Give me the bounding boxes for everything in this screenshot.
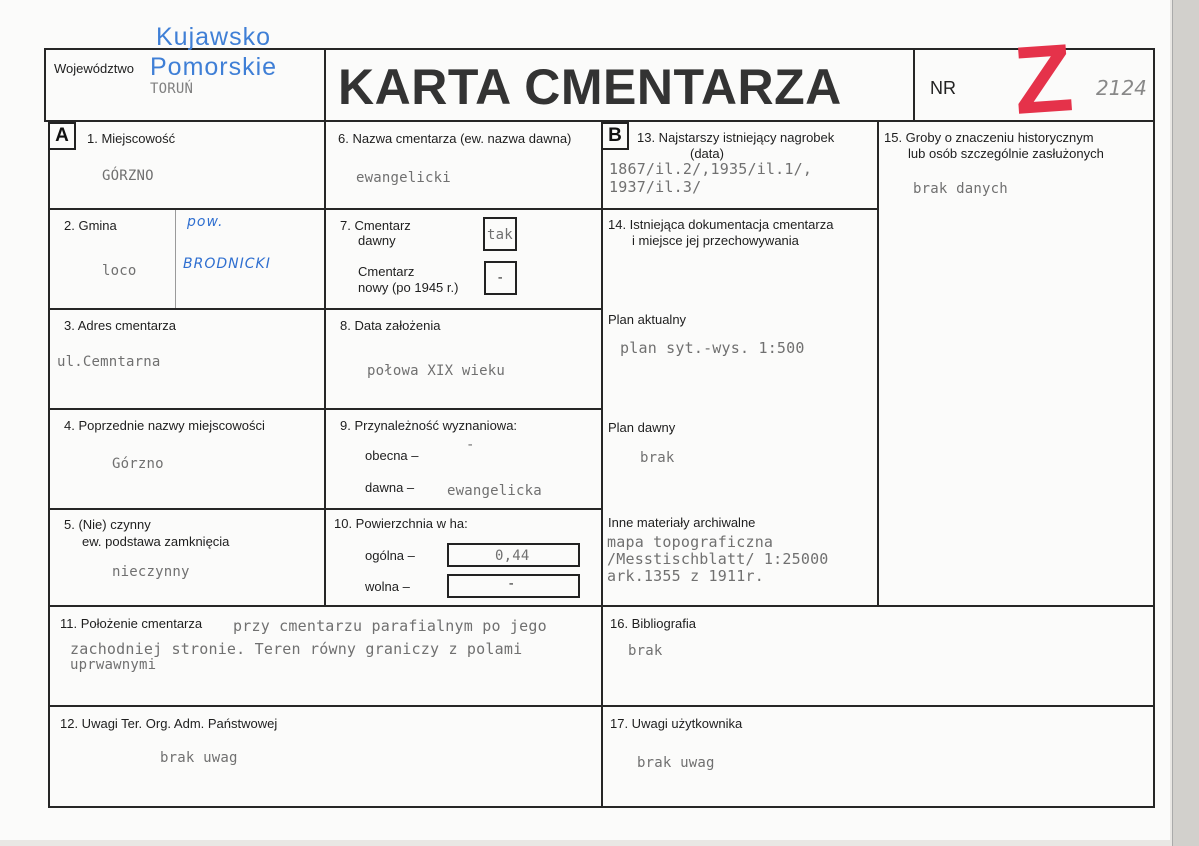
field-7-dawny-label-1: 7. Cmentarz (340, 218, 411, 233)
nr-label: NR (930, 78, 956, 98)
field-16-label: 16. Bibliografia (610, 616, 696, 631)
plan-dawny-value: brak (640, 450, 675, 466)
page-title: KARTA CMENTARZA (338, 59, 842, 115)
field-12-value: brak uwag (160, 750, 238, 766)
col-divider-a (324, 120, 326, 606)
nr-number: 2124 (1096, 76, 1147, 100)
powiat-value: BRODNICKI (183, 256, 271, 272)
plan-aktualny-label: Plan aktualny (608, 312, 687, 327)
field-14-label-1: 14. Istniejąca dokumentacja cmentarza (608, 217, 834, 232)
gmina-divider (175, 208, 176, 308)
field-15-label-1: 15. Groby o znaczeniu historycznym (884, 130, 1094, 145)
field-15-label-2: lub osób szczególnie zasłużonych (908, 146, 1104, 161)
field-11-value-2: zachodniej stronie. Teren równy graniczy z polami (70, 640, 523, 658)
section-a-marker: A (48, 122, 76, 150)
field-5-value: nieczynny (112, 564, 190, 580)
header-divider-1 (324, 48, 326, 122)
field-4-label: 4. Poprzednie nazwy miejscowości (64, 418, 265, 433)
powiat-label: pow. (187, 214, 224, 230)
stamp-line-1: Kujawsko (156, 23, 271, 51)
field-9-obecna-value: - (466, 437, 475, 453)
field-6-label: 6. Nazwa cmentarza (ew. nazwa dawna) (338, 131, 572, 146)
inne-materialy-value-3: ark.1355 z 1911r. (607, 567, 764, 585)
field-5-label-2: ew. podstawa zamknięcia (82, 534, 230, 549)
col-divider-c (877, 120, 879, 606)
field-4-value: Górzno (112, 456, 164, 472)
row-line-3 (48, 408, 603, 410)
field-7-nowy-value: - (496, 270, 505, 286)
field-7-dawny-label-2: dawny (358, 233, 396, 248)
frame-right (1153, 48, 1155, 808)
field-7-nowy-label-1: Cmentarz (358, 264, 415, 279)
field-11-label: 11. Położenie cmentarza (60, 616, 203, 631)
field-17-label: 17. Uwagi użytkownika (610, 716, 743, 731)
plan-dawny-label: Plan dawny (608, 420, 676, 435)
field-7-dawny-value: tak (487, 227, 513, 243)
frame-left-header (44, 48, 46, 122)
field-13-label-1: 13. Najstarszy istniejący nagrobek (637, 130, 835, 145)
field-10-ogolna-label: ogólna – (365, 548, 415, 563)
field-10-wolna-value: - (507, 576, 516, 592)
field-2-label: 2. Gmina (64, 218, 117, 233)
field-12-label: 12. Uwagi Ter. Org. Adm. Państwowej (60, 716, 278, 731)
field-11-value-3: uprwawnymi (70, 657, 157, 673)
card-edge (1172, 0, 1199, 846)
field-13-value-2: 1937/il.3/ (609, 178, 702, 196)
header-bottom (44, 120, 1155, 122)
field-11-value-1: przy cmentarzu parafialnym po jego (233, 617, 547, 635)
stamp-line-3: TORUŃ (150, 81, 194, 97)
field-10-ogolna-value: 0,44 (495, 548, 530, 564)
field-10-label: 10. Powierzchnia w ha: (334, 516, 468, 531)
field-5-label-1: 5. (Nie) czynny (64, 517, 151, 532)
wojewodztwo-label: Województwo (54, 61, 134, 76)
header-divider-2 (913, 48, 915, 122)
plan-aktualny-value: plan syt.-wys. 1:500 (620, 339, 805, 357)
row-line-4 (48, 508, 603, 510)
nr-letter-z: Z (1010, 24, 1077, 135)
row-line-1b (324, 208, 878, 210)
stamp-line-2: Pomorskie (150, 53, 278, 81)
field-9-dawna-label: dawna – (365, 480, 415, 495)
row-line-2 (48, 308, 603, 310)
field-2-value: loco (102, 263, 137, 279)
field-10-wolna-label: wolna – (365, 579, 410, 594)
field-8-label: 8. Data założenia (340, 318, 441, 333)
section-b-marker: B (601, 122, 629, 150)
field-16-value: brak (628, 643, 663, 659)
field-9-obecna-label: obecna – (365, 448, 419, 463)
inne-materialy-value-1: mapa topograficzna (607, 533, 774, 551)
field-14-label-2: i miejsce jej przechowywania (632, 233, 799, 248)
field-7-nowy-label-2: nowy (po 1945 r.) (358, 280, 459, 295)
field-3-label: 3. Adres cmentarza (64, 318, 176, 333)
row-line-5 (48, 605, 1155, 607)
field-9-dawna-value: ewangelicka (447, 483, 542, 499)
field-9-label: 9. Przynależność wyznaniowa: (340, 418, 518, 433)
field-6-value: ewangelicki (356, 170, 451, 186)
row-line-6 (48, 705, 1155, 707)
field-15-value: brak danych (913, 181, 1008, 197)
field-1-value: GÓRZNO (102, 168, 154, 184)
field-8-value: połowa XIX wieku (367, 363, 506, 379)
field-1-label: 1. Miejscowość (87, 131, 176, 146)
inne-materialy-label: Inne materiały archiwalne (608, 515, 756, 530)
field-13-label-2: (data) (690, 146, 724, 161)
row-line-1 (48, 208, 325, 210)
field-17-value: brak uwag (637, 755, 715, 771)
inne-materialy-value-2: /Messtischblatt/ 1:25000 (607, 550, 829, 568)
field-3-value: ul.Cemntarna (57, 354, 161, 370)
field-13-value-1: 1867/il.2/,1935/il.1/, (609, 160, 813, 178)
